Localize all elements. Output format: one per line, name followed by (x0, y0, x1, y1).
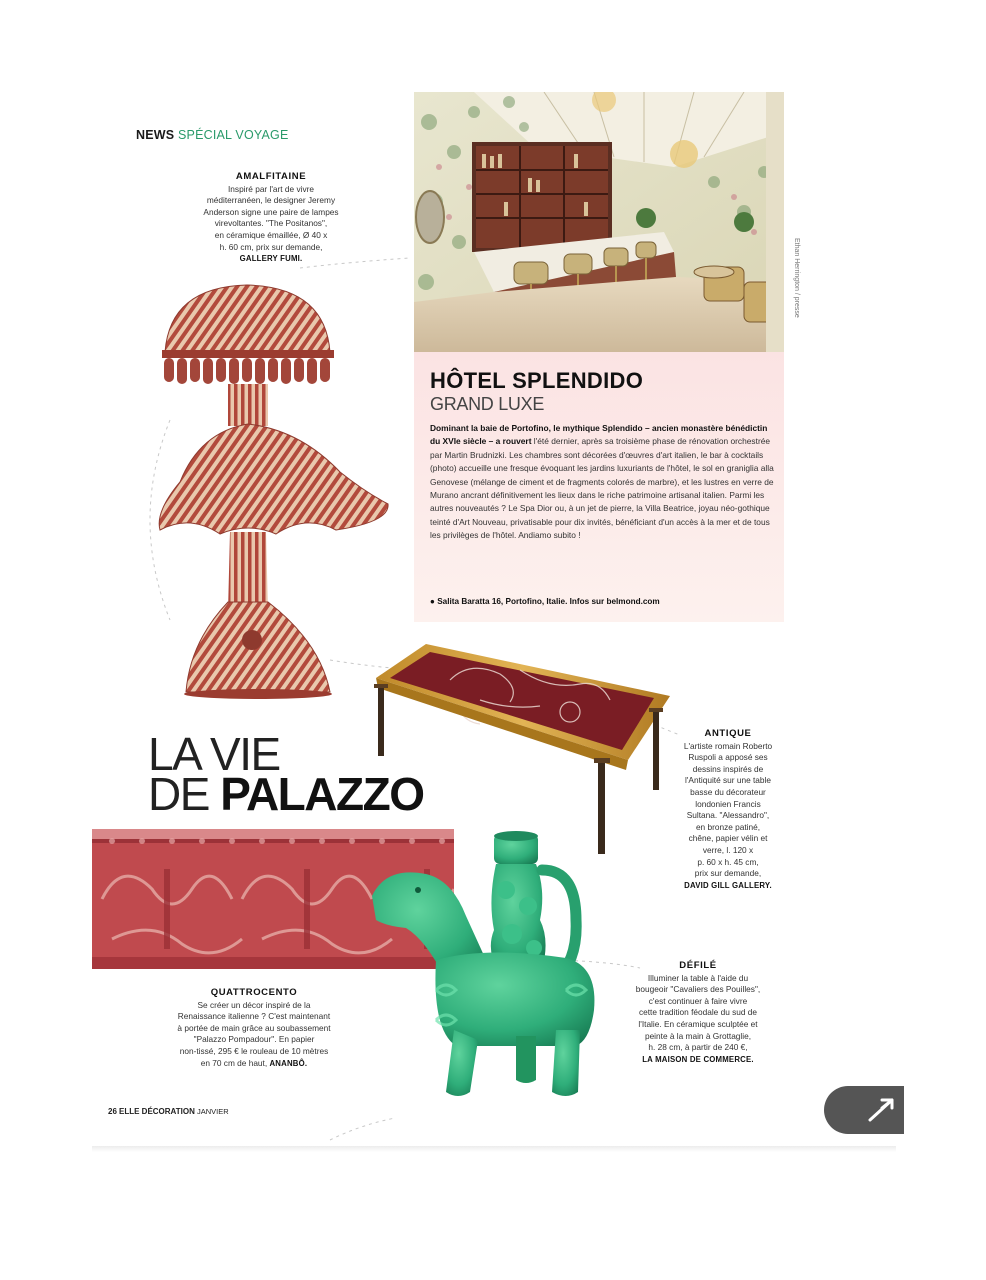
hotel-article (414, 352, 784, 622)
section-sublabel: SPÉCIAL VOYAGE (178, 128, 289, 142)
feature-title-line2-thin: DE (148, 768, 221, 820)
article-text: l'été dernier, après sa troisième phase de rénovation orchestrée par Martin Brudnizki. Les chambres sont décorées d'œuvres d'art italien, le bar à cocktails (photo) accueille une fresque évoquant les jardins luxuriants de l'hôtel, le sol en graniglia alla Genovese (mélange de ciment et de fragments colorés de marbre), et les lustres en verre de Murano ancrant définitivement les lieux dans le riche patrimoine artisanal italien. Parmi les autres nouveautés ? Le Spa Dior ou, à un jet de pierre, la Villa Beatrice, joyau néo-gothique teinté d'Art Nouveau, privatisable pour dix invités, bénéficiant d'un accès à la mer et de tous les privilèges de l'hôtel. Andiamo subito ! (430, 436, 774, 541)
caption-line: en 70 cm de haut, (200, 1057, 268, 1068)
caption-line: Inspiré par l'art de vivre (228, 183, 314, 194)
caption-line: chêne, papier vélin et (688, 833, 768, 844)
feature-title-line1: LA VIE (148, 728, 280, 780)
caption-line: dessins inspirés de (692, 763, 764, 774)
amalfitaine-title: AMALFITAINE (235, 171, 307, 182)
caption-line: méditerranéen, le designer Jeremy (206, 195, 336, 206)
article-body (430, 422, 778, 543)
caption-line: Illuminer la table à l'aide du (647, 972, 749, 983)
amalfitaine-caption (196, 171, 346, 265)
caption-line: non-tissé, 295 € le rouleau de 10 mètres (179, 1045, 329, 1056)
page-folio (108, 1107, 229, 1116)
caption-line: Sultana. "Alessandro", (686, 810, 770, 821)
caption-line: en céramique émaillée, Ø 40 x (214, 229, 328, 240)
defile-brand: LA MAISON DE COMMERCE. (642, 1054, 754, 1064)
page-edge (92, 1146, 896, 1152)
caption-line: h. 60 cm, prix sur demande, (219, 241, 323, 252)
caption-line: "Palazzo Pompadour". En papier (193, 1034, 315, 1045)
page-number: 26 (108, 1107, 117, 1116)
section-label: NEWS (136, 128, 175, 142)
caption-line: h. 28 cm, à partir de 240 €, (648, 1042, 748, 1053)
caption-line: L'artiste romain Roberto (683, 740, 773, 751)
photo-credit: Ethan Herrington / presse (793, 238, 800, 318)
caption-line: l'Antiquité sur une table (685, 775, 771, 786)
caption-line: basse du décorateur (690, 786, 766, 797)
caption-line: c'est continuer à faire vivre (648, 995, 748, 1006)
scroll-to-top-button[interactable] (824, 1086, 904, 1134)
feature-title-line2-bold: PALAZZO (220, 768, 424, 820)
article-deck: GRAND LUXE (430, 394, 545, 414)
cavaliers-candlestick-image (366, 830, 606, 1102)
defile-title: DÉFILÉ (679, 960, 717, 971)
feature-title (148, 728, 424, 820)
magazine-name: ELLE DÉCORATION (119, 1107, 195, 1116)
quattrocento-brand: ANANBÔ. (269, 1058, 308, 1068)
article-lead: Dominant la baie de Portofino, le mythique Splendido – ancien monastère bénédictin du XVIe siècle – a rouvert (430, 423, 768, 447)
antique-caption (672, 728, 784, 891)
positanos-lamp-image (150, 282, 395, 702)
amalfitaine-brand: GALLERY FUMI. (239, 254, 303, 264)
quattrocento-title: QUATTROCENTO (210, 987, 298, 998)
caption-line: verre, l. 120 x (702, 844, 754, 855)
caption-line: à portée de main grâce au soubassement (177, 1022, 331, 1033)
caption-line: p. 60 x h. 45 cm, (697, 856, 759, 867)
article-headline: HÔTEL SPLENDIDO (430, 368, 644, 393)
caption-line: Se créer un décor inspiré de la (197, 999, 311, 1010)
antique-brand: DAVID GILL GALLERY. (684, 880, 772, 890)
quattrocento-caption (165, 987, 343, 1069)
hotel-bar-photo (414, 92, 784, 352)
caption-line: bougeoir "Cavaliers des Pouilles", (635, 984, 761, 995)
caption-line: Renaissance italienne ? C'est maintenant (177, 1011, 331, 1022)
caption-line: cette tradition féodale du sud de (638, 1007, 758, 1018)
defile-caption (622, 960, 774, 1065)
arrow-up-right-icon (824, 1086, 904, 1134)
caption-line: l'Italie. En céramique sculptée et (638, 1018, 758, 1029)
section-header (136, 128, 288, 142)
caption-line: virevoltantes. "The Positanos", (214, 218, 328, 229)
caption-line: londonien Francis (695, 798, 761, 809)
article-address: ● Salita Baratta 16, Portofino, Italie. Infos sur belmond.com (430, 597, 660, 606)
caption-line: peinte à la main à Grottaglie, (644, 1030, 752, 1041)
caption-line: prix sur demande, (694, 868, 762, 879)
antique-title: ANTIQUE (704, 728, 752, 739)
caption-line: en bronze patiné, (695, 821, 761, 832)
caption-line: Ruspoli a apposé ses (688, 752, 768, 763)
issue-month: JANVIER (196, 1107, 229, 1116)
caption-line: Anderson signe une paire de lampes (203, 206, 339, 217)
